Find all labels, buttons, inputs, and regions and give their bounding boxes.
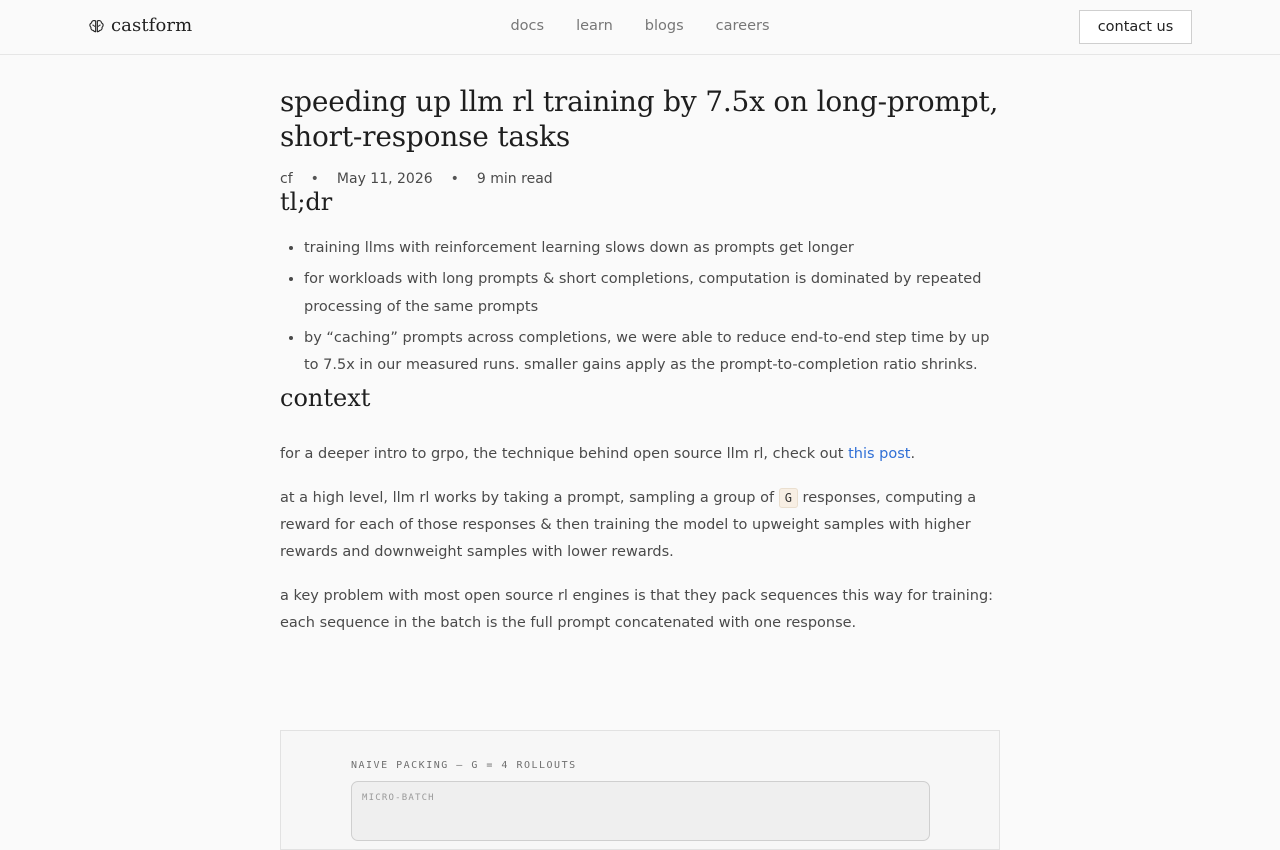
context-heading: context — [280, 384, 371, 412]
meta-separator: • — [310, 171, 319, 187]
contact-us-button[interactable]: contact us — [1079, 10, 1192, 44]
inline-code-g: G — [779, 488, 798, 508]
nav-careers-link[interactable]: careers — [715, 18, 770, 34]
this-post-link[interactable]: this post — [848, 446, 911, 462]
paragraph-text: at a high level, llm rl works by taking a prompt, sampling a group of — [280, 490, 779, 506]
tldr-list — [280, 235, 1000, 380]
site-header — [0, 0, 1280, 55]
paragraph-text: . — [910, 446, 916, 462]
tldr-item: • by “caching” prompts across completions, we were able to reduce end-to-end step time by up to 7.5x in our measured runs. smaller gains apply as the prompt-to-completion ratio shrinks. — [304, 325, 1000, 380]
article-title: speeding up llm rl training by 7.5x on long-prompt, short-response tasks — [280, 85, 999, 153]
paragraph-text: for a deeper intro to grpo, the technique behind open source llm rl, check out — [280, 446, 849, 462]
micro-batch-box — [351, 781, 930, 841]
nav-blogs-link[interactable]: blogs — [644, 18, 684, 34]
brand-name: castform — [111, 15, 193, 36]
naive-packing-figure — [280, 730, 1000, 850]
article-meta — [280, 171, 1000, 187]
meta-separator: • — [450, 171, 459, 187]
context-paragraph-problem: a key problem with most open source rl engines is that they pack sequences this way for training: each sequence in the batch is the full prompt concatenated with one response. — [280, 588, 994, 631]
tldr-item: • for workloads with long prompts & short completions, computation is dominated by repeated processing of the same prompts — [304, 266, 1000, 321]
nav-learn-link[interactable]: learn — [576, 18, 613, 34]
read-time: 9 min read — [476, 171, 553, 187]
blog-article — [280, 84, 1000, 637]
micro-batch-label: MICRO-BATCH — [362, 793, 435, 803]
paragraph-text: responses, computing a reward for each of those responses & then training the model to upweight samples with higher rewards and downweight samples with lower rewards. — [280, 490, 977, 560]
tldr-item: • training llms with reinforcement learning slows down as prompts get longer — [304, 235, 1000, 263]
tldr-heading: tl;dr — [280, 188, 333, 216]
publish-date: May 11, 2026 — [336, 171, 433, 187]
context-paragraph-intro — [280, 441, 1000, 468]
nav-docs-link[interactable]: docs — [510, 18, 545, 34]
context-paragraph-overview — [280, 485, 1000, 566]
author: cf — [280, 171, 293, 187]
figure-caption: NAIVE PACKING — G = 4 ROLLOUTS — [351, 760, 577, 771]
